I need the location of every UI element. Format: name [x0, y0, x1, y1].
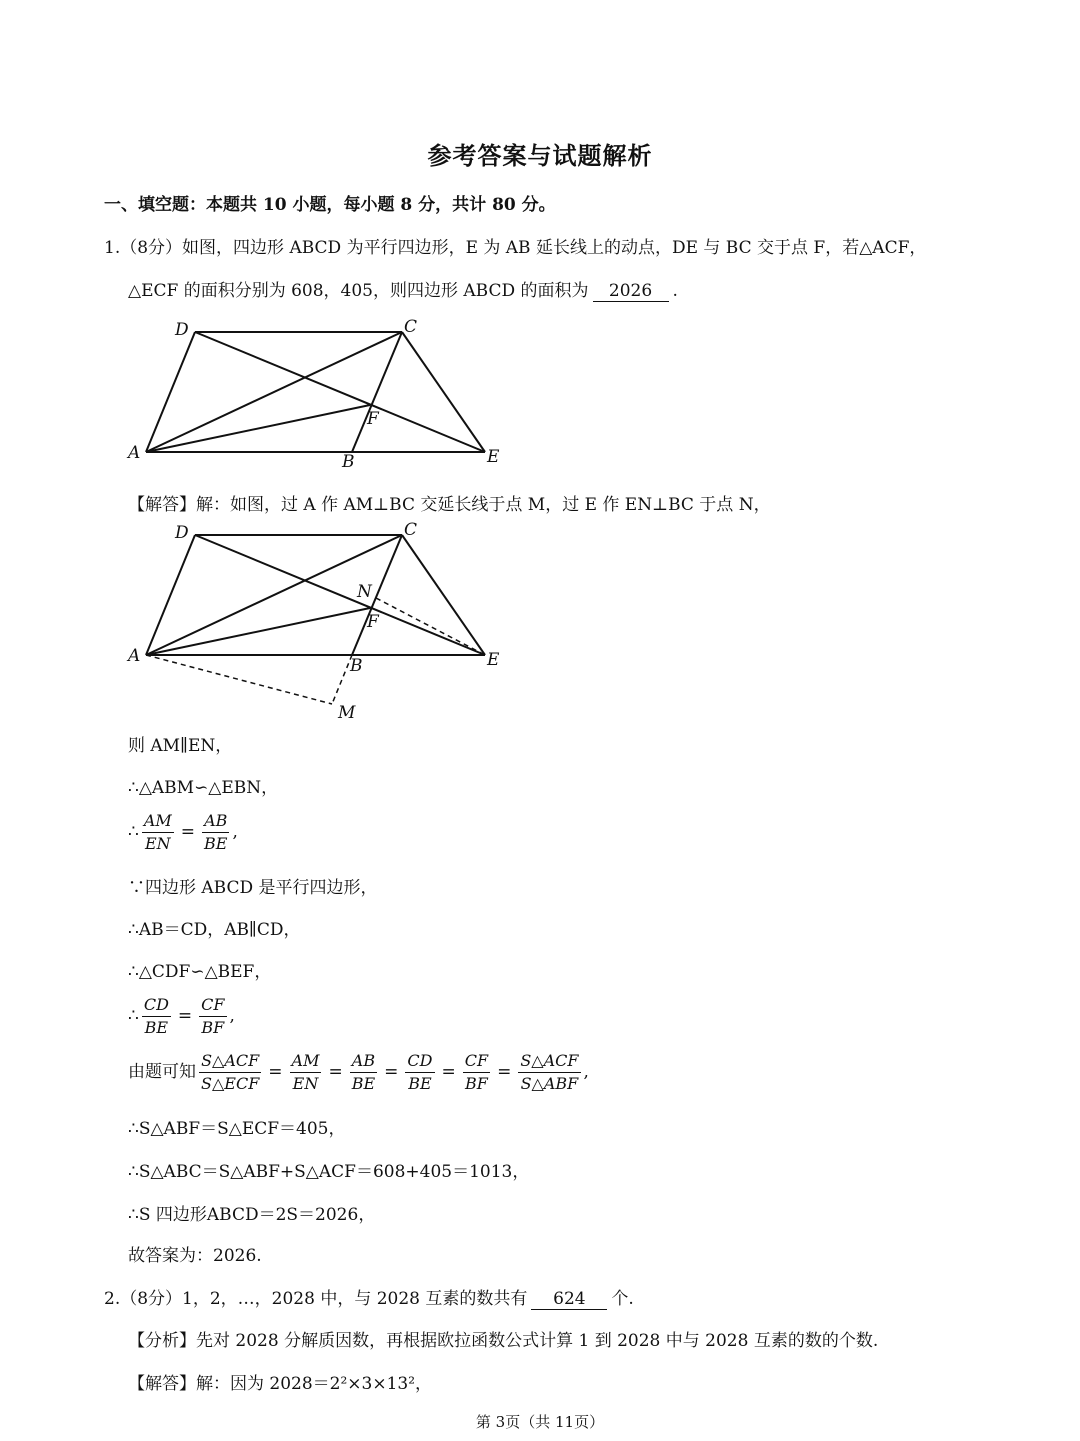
fraction-num: S△ACF — [518, 1050, 580, 1073]
fraction-num: S△ACF — [199, 1050, 261, 1073]
fig2-label-M: M — [338, 703, 356, 723]
q1-step-2: ∴△ABM∽△EBN， — [128, 778, 279, 798]
q2-jieda: 【解答】解：因为 2028＝2²×3×13²， — [128, 1374, 433, 1394]
fraction-num: CD — [405, 1050, 434, 1073]
q1-step-9: ∴S△ABF＝S△ECF＝405， — [128, 1119, 346, 1139]
q2-text: 2.（8分）1，2，…，2028 中，与 2028 互素的数共有 — [104, 1289, 528, 1309]
fraction-den: S△ECF — [201, 1074, 260, 1093]
page-footer: 第 3页（共 11页） — [475, 1413, 605, 1431]
comma: , — [583, 1062, 589, 1082]
fraction — [405, 1050, 434, 1095]
q1-step-6: ∴△CDF∽△BEF， — [128, 962, 272, 982]
q1-step-10: ∴S△ABC＝S△ABF+S△ACF＝608+405＝1013， — [128, 1162, 530, 1182]
fig2-edge-DE — [195, 535, 485, 655]
fraction-den: BE — [408, 1074, 432, 1093]
fig1-label-A: A — [128, 443, 141, 463]
fig1-edge-DA — [146, 332, 195, 452]
therefore-sign: ∴ — [128, 822, 139, 842]
fraction — [142, 810, 174, 855]
figure-1 — [120, 310, 520, 480]
fraction-den: S△ABF — [520, 1074, 579, 1093]
fraction — [199, 1050, 261, 1095]
q1-step-7 — [128, 994, 235, 1039]
fig1-label-B: B — [342, 452, 355, 472]
equals-sign: = — [328, 1062, 343, 1082]
q1-line1: 1.（8分）如图，四边形 ABCD 为平行四边形，E 为 AB 延长线上的动点，DE 与 BC 交于点 F，若△ACF， — [104, 238, 927, 258]
fraction-num: CF — [463, 1050, 490, 1073]
q2-line — [104, 1284, 634, 1310]
fig1-edge-AF — [146, 405, 370, 452]
step8-prefix: 由题可知 — [128, 1062, 196, 1082]
fig1-label-F: F — [367, 409, 379, 429]
fraction-den: BF — [464, 1074, 488, 1093]
fraction — [199, 994, 226, 1039]
fraction-den: BF — [201, 1018, 225, 1037]
equals-sign: = — [180, 822, 196, 842]
q1-line2-text: △ECF 的面积分别为 608，405，则四边形 ABCD 的面积为 — [128, 281, 589, 301]
fraction-den: BE — [144, 1018, 169, 1037]
fraction-num: AB — [350, 1050, 377, 1073]
fig1-edge-BC — [352, 332, 402, 452]
fraction — [350, 1050, 377, 1095]
fig1-label-D: D — [175, 320, 189, 340]
fraction-den: EN — [292, 1074, 319, 1093]
fraction-num: AM — [290, 1050, 322, 1073]
fraction-num: CF — [199, 994, 226, 1017]
q1-step-1: 则 AM∥EN， — [128, 736, 233, 756]
fig2-label-B: B — [350, 656, 363, 676]
fig2-edge-DA — [146, 535, 195, 655]
fig2-label-N: N — [357, 582, 372, 602]
fig2-label-D: D — [175, 523, 189, 543]
fig1-edge-AC — [146, 332, 402, 452]
fraction — [518, 1050, 580, 1095]
fig2-edge-AF — [146, 608, 370, 655]
q1-answer-blank: 2026 — [593, 281, 669, 302]
fig2-dash-AM — [146, 655, 332, 704]
section-heading: 一、填空题：本题共 10 小题，每小题 8 分，共计 80 分。 — [104, 195, 556, 215]
fig1-label-C: C — [404, 317, 418, 337]
q1-answer-line: 故答案为：2026. — [128, 1246, 262, 1266]
q1-step-8 — [128, 1050, 589, 1095]
comma: , — [232, 822, 238, 842]
fraction-num: AB — [202, 810, 229, 833]
fig2-label-A: A — [128, 646, 141, 666]
fig2-label-F: F — [367, 612, 379, 632]
fig1-edge-DE — [195, 332, 485, 452]
fraction-den: BE — [351, 1074, 376, 1093]
fraction — [202, 810, 229, 855]
q2-text-end: 个. — [611, 1289, 634, 1309]
equals-sign: = — [177, 1006, 193, 1026]
q2-fenxi: 【分析】先对 2028 分解质因数，再根据欧拉函数公式计算 1 到 2028 中与 2028 互素的数的个数. — [128, 1331, 879, 1351]
q1-line2-end: . — [672, 281, 678, 301]
equals-sign: = — [384, 1062, 399, 1082]
figure-2 — [120, 518, 520, 728]
q1-step-4: ∵四边形 ABCD 是平行四边形， — [128, 878, 378, 898]
therefore-sign: ∴ — [128, 1006, 139, 1026]
fig1-label-E: E — [487, 447, 500, 467]
q1-jieda: 【解答】解：如图，过 A 作 AM⊥BC 交延长线于点 M，过 E 作 EN⊥BC 于点 N， — [128, 495, 771, 515]
page-title: 参考答案与试题解析 — [427, 141, 653, 170]
fig2-dash-BM — [332, 655, 352, 704]
fraction-num: CD — [142, 994, 171, 1017]
fraction-den: BE — [204, 834, 228, 853]
fraction — [290, 1050, 322, 1095]
equals-sign: = — [497, 1062, 512, 1082]
q1-step-3 — [128, 810, 238, 855]
fraction-num: AM — [142, 810, 174, 833]
q1-step-5: ∴AB＝CD，AB∥CD， — [128, 920, 301, 940]
equals-sign: = — [268, 1062, 283, 1082]
equals-sign: = — [441, 1062, 456, 1082]
q2-answer-blank: 624 — [531, 1289, 607, 1310]
q1-line2 — [128, 276, 678, 302]
comma: , — [229, 1006, 235, 1026]
fig2-label-C: C — [404, 520, 418, 540]
fig2-dash-NE — [376, 598, 485, 655]
fraction — [463, 1050, 490, 1095]
fig2-label-E: E — [487, 650, 500, 670]
fraction — [142, 994, 171, 1039]
fraction-den: EN — [144, 834, 171, 853]
q1-step-11: ∴S 四边形ABCD＝2S＝2026， — [128, 1205, 376, 1225]
